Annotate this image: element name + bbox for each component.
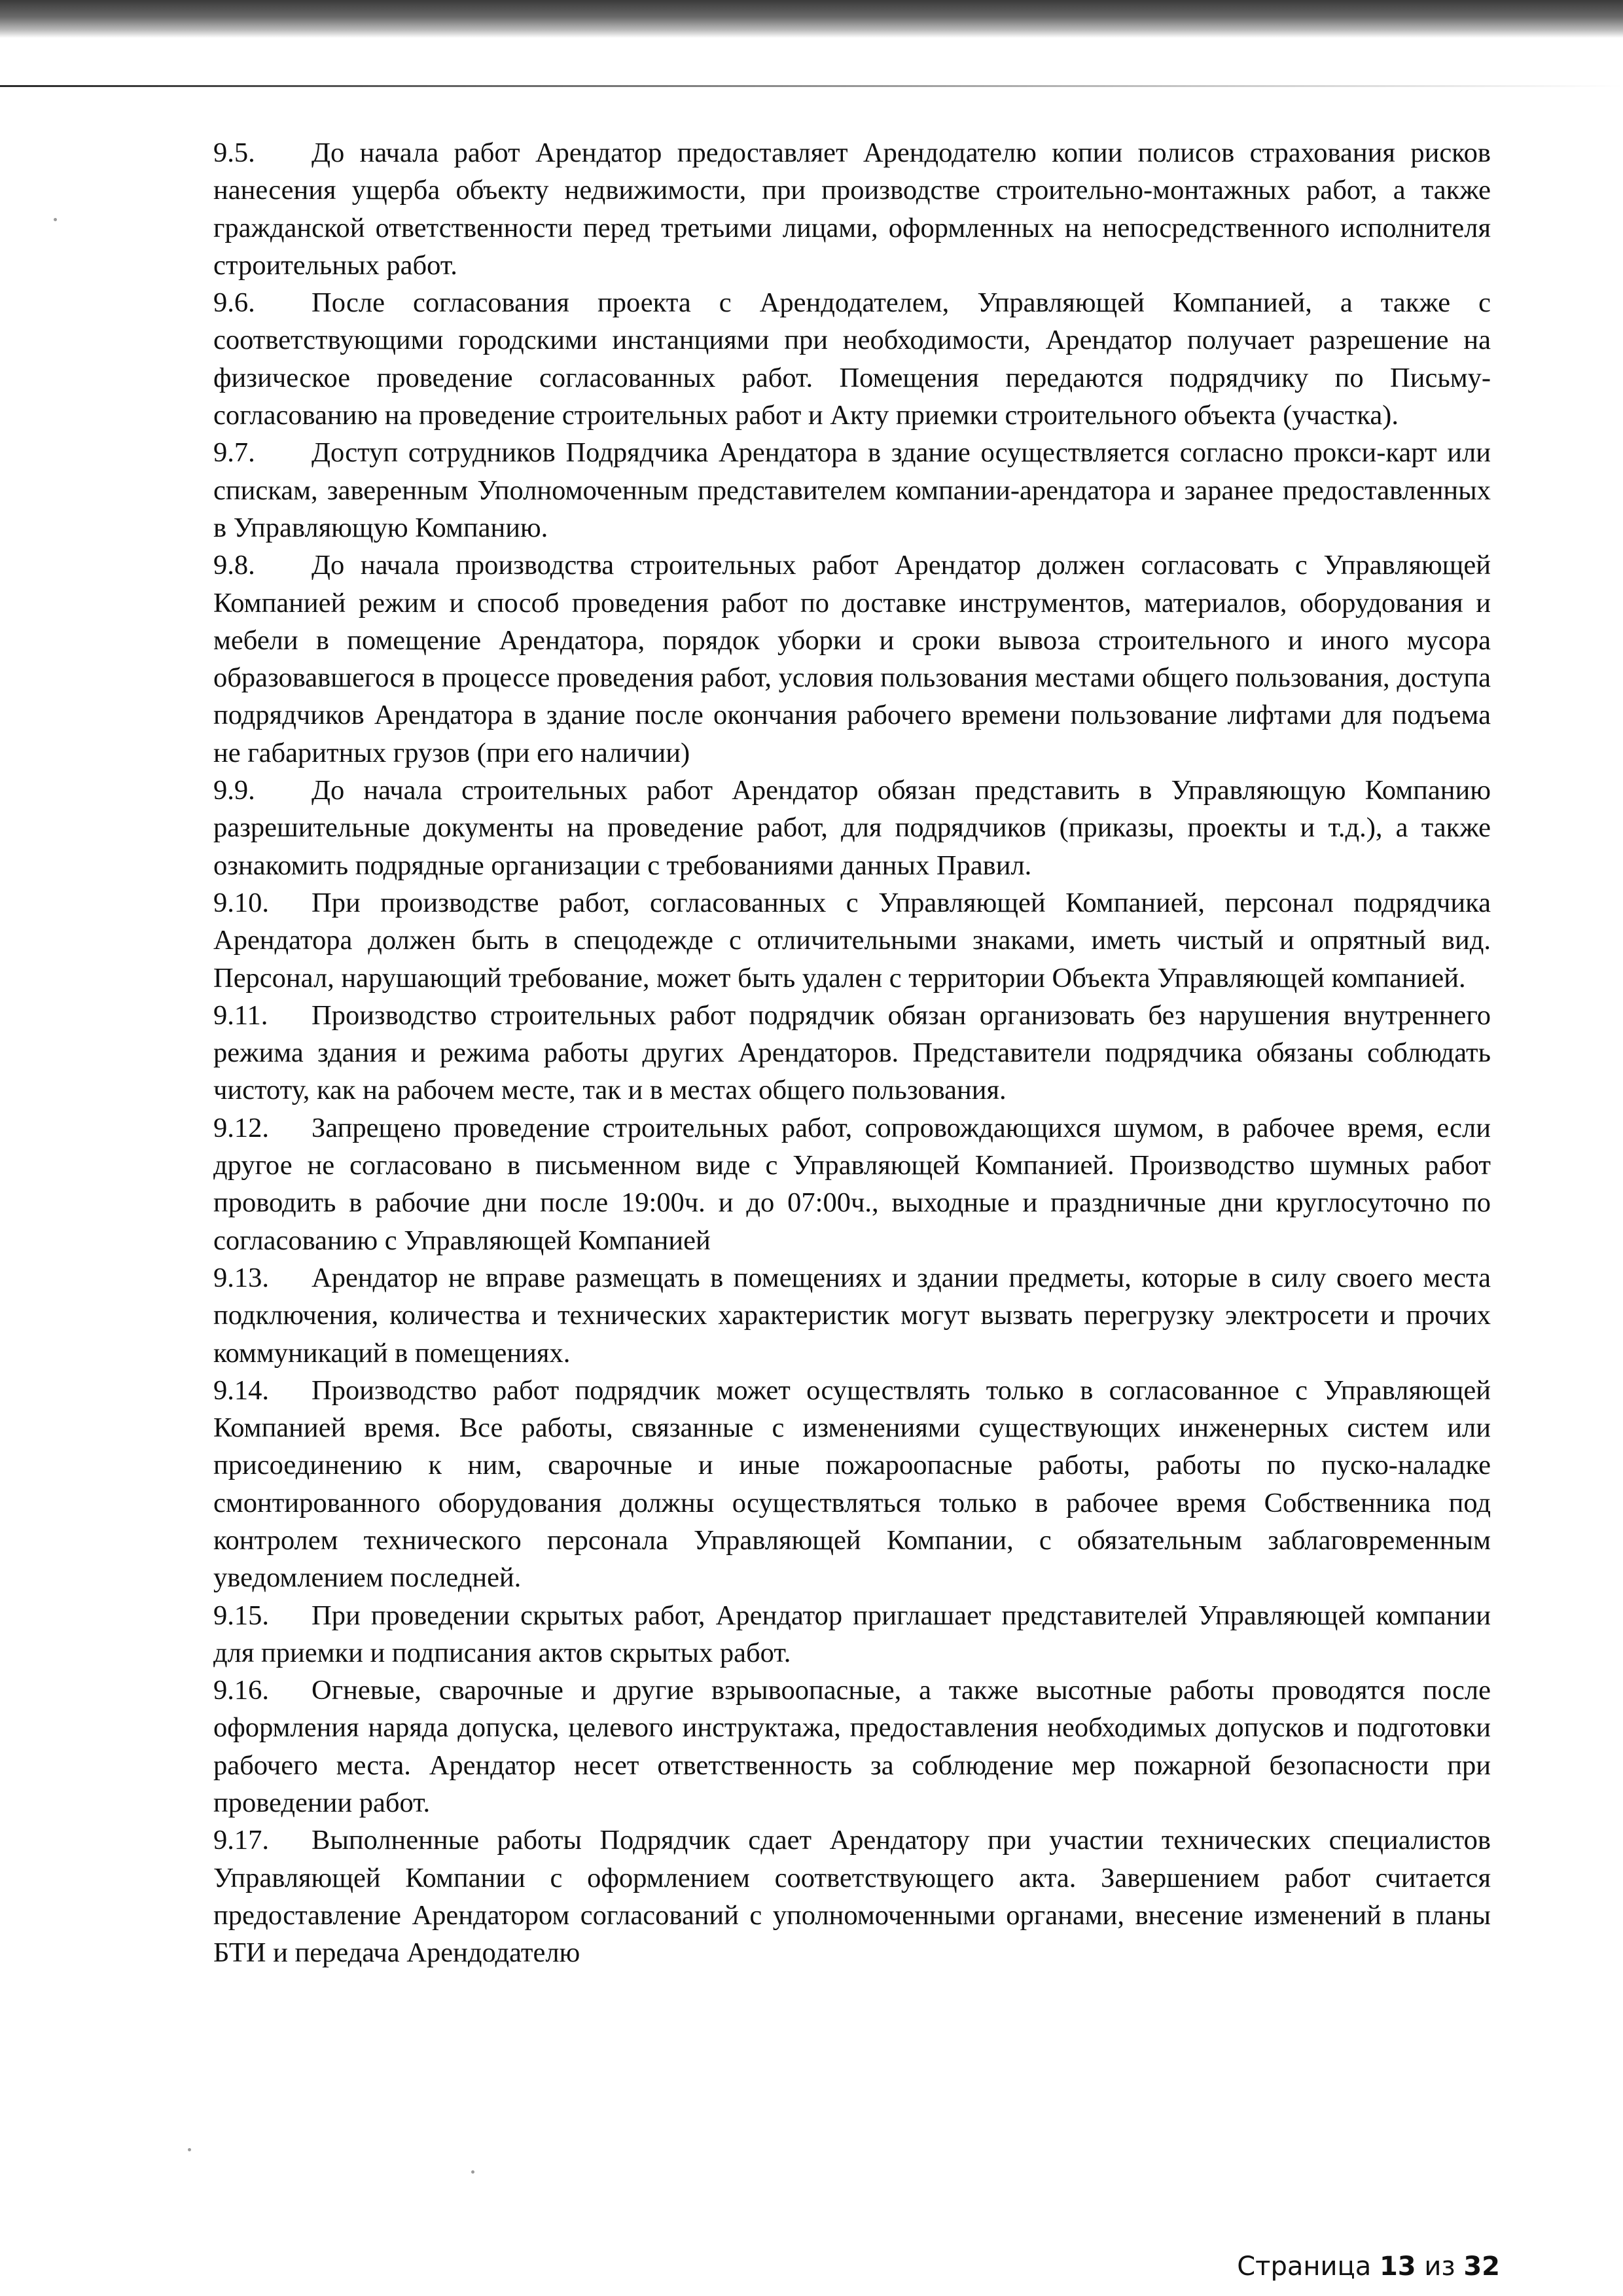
paragraph-number: 9.13. xyxy=(213,1262,269,1293)
scan-speck xyxy=(54,218,57,221)
paragraph-9-8 xyxy=(213,547,1491,772)
paragraph-text: Производство строительных работ подрядчик обязан организовать без нарушения внутреннего режима здания и режима работы других Арендаторов. Представители подрядчика обязаны соблюдать чистоту, как на рабочем месте, так и в местах общего пользования. xyxy=(213,999,1491,1106)
paragraph-number: 9.9. xyxy=(213,775,255,806)
paragraph-text: При проведении скрытых работ, Арендатор приглашает представителей Управляющей компании для приемки и подписания актов скрытых работ. xyxy=(213,1600,1491,1668)
page-label: Страница xyxy=(1237,2251,1380,2282)
paragraph-9-12 xyxy=(213,1109,1491,1259)
document-body xyxy=(213,134,1491,1972)
page-footer xyxy=(1237,2251,1500,2282)
paragraph-9-17 xyxy=(213,1821,1491,1971)
paragraph-number: 9.15. xyxy=(213,1600,269,1631)
paragraph-number: 9.6. xyxy=(213,287,255,319)
paragraph-9-5 xyxy=(213,134,1491,284)
scan-edge-line xyxy=(0,85,1623,87)
paragraph-number: 9.10. xyxy=(213,887,269,918)
paragraph-text: До начала производства строительных работ Арендатор должен согласовать с Управляющей Компанией режим и способ проведения работ по доставке инструментов, материалов, оборудования и мебели в помещение Арендатора, порядок уборки и сроки вывоза строительного и иного мусора образовавшегося в процессе проведения работ, условия пользования местами общего пользования, доступа подрядчиков Арендатора в здание после окончания рабочего времени пользование лифтами для подъема не габаритных грузов (при его наличии) xyxy=(213,550,1491,768)
scan-speck xyxy=(471,2170,474,2174)
total-page-number: 32 xyxy=(1463,2251,1500,2282)
paragraph-number: 9.8. xyxy=(213,550,255,581)
paragraph-text: Арендатор не вправе размещать в помещениях и здании предметы, которые в силу своего места подключения, количества и технических характеристик могут вызвать перегрузку электросети и прочих коммуникаций в помещениях. xyxy=(213,1262,1491,1369)
paragraph-text: Запрещено проведение строительных работ, сопровождающихся шумом, в рабочее время, если другое не согласовано в письменном виде с Управляющей Компанией. Производство шумных работ проводить в рабочие дни после 19:00ч. и до 07:00ч., выходные и праздничные дни круглосуточно по согласованию с Управляющей Компанией xyxy=(213,1112,1491,1256)
paragraph-text: При производстве работ, согласованных с Управляющей Компанией, персонал подрядчика Арендатора должен быть в спецодежде с отличительными знаками, иметь чистый и опрятный вид. Персонал, нарушающий требование, может быть удален с территории Объекта Управляющей компанией. xyxy=(213,887,1491,994)
paragraph-number: 9.5. xyxy=(213,137,255,168)
paragraph-9-11 xyxy=(213,997,1491,1109)
paragraph-9-9 xyxy=(213,772,1491,884)
paragraph-9-13 xyxy=(213,1259,1491,1372)
paragraph-text: Доступ сотрудников Подрядчика Арендатора в здание осуществляется согласно прокси-карт или спискам, заверенным Уполномоченным представителем компании-арендатора и заранее предоставленных в Управляющую Компанию. xyxy=(213,437,1491,543)
paragraph-9-10 xyxy=(213,884,1491,997)
paragraph-number: 9.11. xyxy=(213,999,268,1031)
paragraph-number: 9.14. xyxy=(213,1374,269,1406)
paragraph-9-16 xyxy=(213,1672,1491,1821)
paragraph-number: 9.16. xyxy=(213,1675,269,1706)
paragraph-9-14 xyxy=(213,1372,1491,1597)
paragraph-9-15 xyxy=(213,1597,1491,1672)
paragraph-text: Выполненные работы Подрядчик сдает Арендатору при участии технических специалистов Управляющей Компании с оформлением соответствующего акта. Завершением работ считается предоставление Арендатором согласований с уполномоченными органами, внесение изменений в планы БТИ и передача Арендодателю xyxy=(213,1825,1491,1969)
paragraph-number: 9.17. xyxy=(213,1825,269,1856)
current-page-number: 13 xyxy=(1379,2251,1416,2282)
paragraph-text: До начала работ Арендатор предоставляет Арендодателю копии полисов страхования рисков нанесения ущерба объекту недвижимости, при производстве строительно-монтажных работ, а также гражданской ответственности перед третьими лицами, оформленных на непосредственного исполнителя строительных работ. xyxy=(213,137,1491,281)
paragraph-text: До начала строительных работ Арендатор обязан представить в Управляющую Компанию разрешительные документы на проведение работ, для подрядчиков (приказы, проекты и т.д.), а также ознакомить подрядные организации с требованиями данных Правил. xyxy=(213,775,1491,881)
page-separator: из xyxy=(1416,2251,1464,2282)
paragraph-9-7 xyxy=(213,434,1491,547)
paragraph-number: 9.12. xyxy=(213,1112,269,1143)
paragraph-text: Производство работ подрядчик может осуществлять только в согласованное с Управляющей Компанией время. Все работы, связанные с изменениями существующих инженерных систем или присоединению к ним, сварочные и иные пожароопасные работы, работы по пуско-наладке смонтированного оборудования должны осуществляться только в рабочее время Собственника под контролем технического персонала Управляющей Компании, с обязательным заблаговременным уведомлением последней. xyxy=(213,1374,1491,1594)
paragraph-9-6 xyxy=(213,284,1491,434)
paragraph-text: Огневые, сварочные и другие взрывоопасные, а также высотные работы проводятся после оформления наряда допуска, целевого инструктажа, предоставления необходимых допусков и подготовки рабочего места. Арендатор несет ответственность за соблюдение мер пожарной безопасности при проведении работ. xyxy=(213,1675,1491,1819)
paragraph-text: После согласования проекта с Арендодателем, Управляющей Компанией, а также с соответствующими городскими инстанциями при необходимости, Арендатор получает разрешение на физическое проведение согласованных работ. Помещения передаются подрядчику по Письму-согласованию на проведение строительных работ и Акту приемки строительного объекта (участка). xyxy=(213,287,1491,431)
paragraph-number: 9.7. xyxy=(213,437,255,469)
scan-speck xyxy=(188,2148,191,2151)
scan-top-shadow xyxy=(0,0,1623,38)
